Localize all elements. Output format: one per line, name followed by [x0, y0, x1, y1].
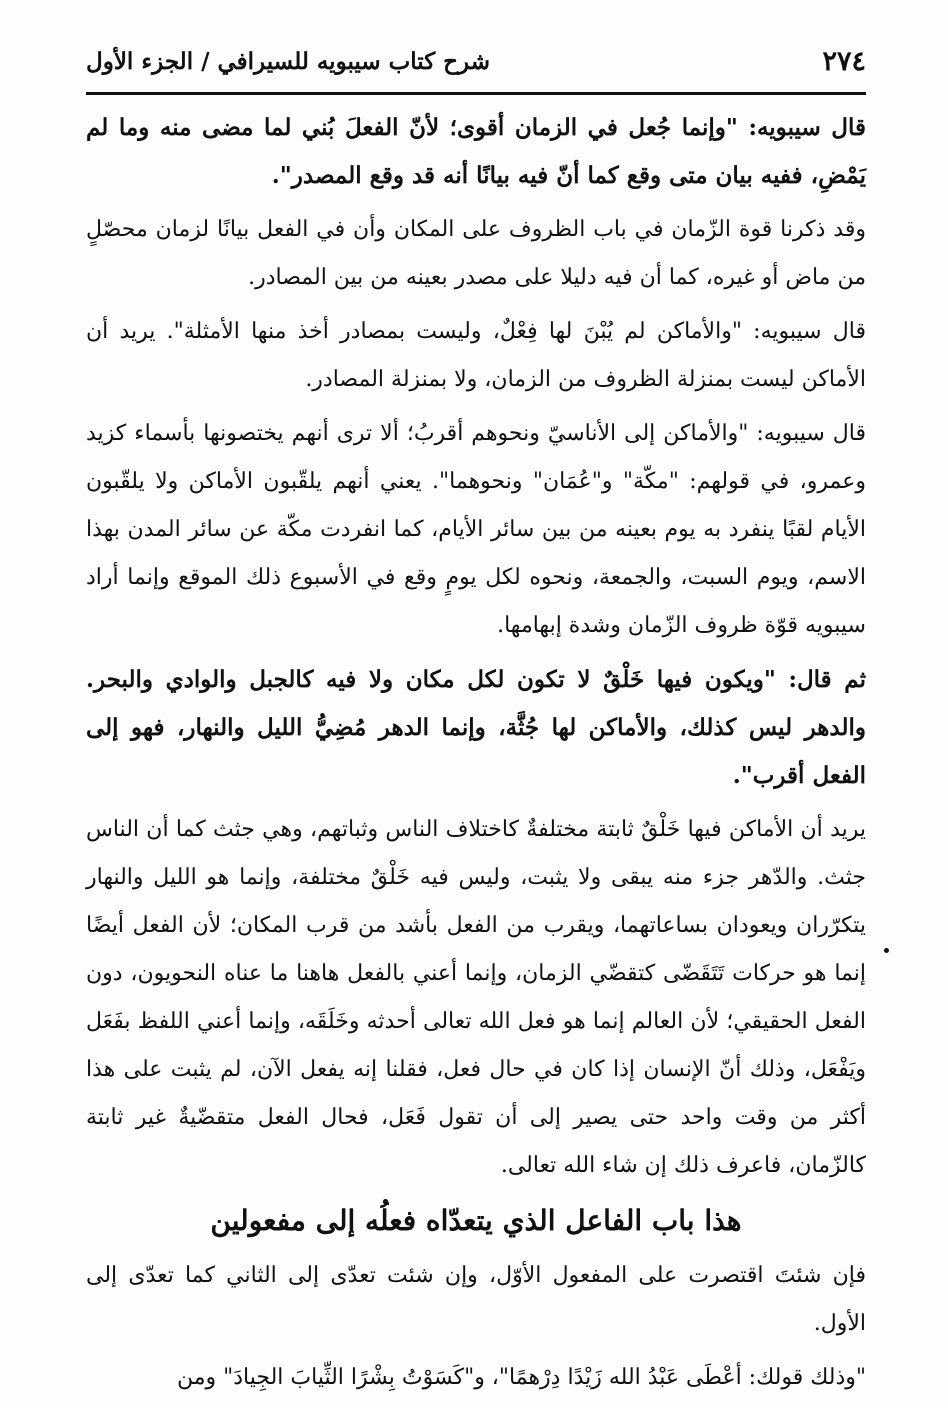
- running-title: شرح كتاب سيبويه للسيرافي / الجزء الأول: [86, 48, 490, 75]
- margin-dot: [884, 948, 889, 953]
- paragraph-4: قال سيبويه: "والأماكن إلى الأناسيّ ونحوهم أقربُ؛ ألا ترى أنهم يختصونها بأسماء كزيد وعمرو، في قولهم: "مكّة" و"عُمَان" ونحوهما". يعني أنهم يلقّبون الأماكن ولا يلقّبون الأيام لقبًا ينفرد به يوم بعينه من بين سائر الأيام، كما انفردت مكّة عن سائر المدن بهذا الاسم، ويوم السبت، والجمعة، ونحوه لكل يومٍ وقع في الأسبوع ذلك الموقع وإنما أراد سيبويه قوّة ظروف الزّمان وشدة إبهامها.: [86, 421, 866, 638]
- paragraph-7: فإن شئتَ اقتصرت على المفعول الأوّل، وإن شئت تعدّى إلى الثاني كما تعدّى إلى الأول.: [86, 1263, 866, 1336]
- header-rule: [86, 92, 866, 95]
- paragraph-8: "وذلك قولك: أعْطَى عَبْدُ الله زَيْدًا دِرْهمًا"، و"كَسَوْتُ بِشْرًا الثِّيابَ الجِيادَ" ومن: [176, 1365, 866, 1390]
- page-body: [86, 104, 866, 1408]
- paragraph-5: ثم قال: "ويكون فيها خَلْقٌ لا تكون لكل مكان ولا فيه كالجبل والوادي والبحر. والدهر ليس كذلك، والأماكن لها جُثَّة، وإنما الدهر مُضِيُّ الليل والنهار، فهو إلى الفعل أقرب".: [86, 666, 866, 789]
- section-heading: هذا باب الفاعل الذي يتعدّاه فعلُه إلى مفعولين: [210, 1204, 742, 1237]
- paragraph-1: قال سيبويه: "وإنما جُعل في الزمان أقوى؛ لأنّ الفعلَ بُني لما مضى منه وما لم يَمْضِ، ففيه بيان متى وقع كما أنّ فيه بيانًا أنه قد وقع المصدر".: [86, 114, 866, 189]
- paragraph-2: وقد ذكرنا قوة الزّمان في باب الظروف على المكان وأن في الفعل بيانًا لزمان محصّلٍ من ماض أو غيره، كما أن فيه دليلا على مصدر بعينه من بين المصادر.: [86, 217, 866, 290]
- paragraph-3: قال سيبويه: "والأماكن لم يُبْنَ لها فِعْلٌ، وليست بمصادر أخذ منها الأمثلة". يريد أن الأماكن ليست بمنزلة الظروف من الزمان، ولا بمنزلة المصادر.: [86, 319, 866, 392]
- page-number: ٢٧٤: [822, 46, 866, 77]
- paragraph-6: يريد أن الأماكن فيها خَلْقٌ ثابتة مختلفةٌ كاختلاف الناس وثباتهم، وهي جثث كما أن الناس جثث. والدّهر جزء منه يبقى ولا يثبت، وليس فيه خَلْقٌ مختلفة، وإنما هو الليل والنهار يتكرّران ويعودان بساعاتهما، ويقرب من الفعل بأشد من قرب المكان؛ لأن الفعل أيضًا إنما هو حركات تَتَقَضّى كتقضّي الزمان، وإنما أعني بالفعل هاهنا ما عناه النحويون، دون الفعل الحقيقي؛ لأن العالم إنما هو فعل الله تعالى أحدثه وخَلَقَه، وإنما أعني اللفظ بفَعَل ويَفْعَل، وذلك أنّ الإنسان إذا كان في حال فعل، فقلنا إنه يفعل الآن، لم يثبت على هذا أكثر من وقت واحد حتى يصير إلى أن تقول فَعَل، فحال الفعل متقضّيةٌ غير ثابتة كالزّمان، فاعرف ذلك إن شاء الله تعالى.: [86, 817, 866, 1178]
- page-header: [80, 38, 866, 90]
